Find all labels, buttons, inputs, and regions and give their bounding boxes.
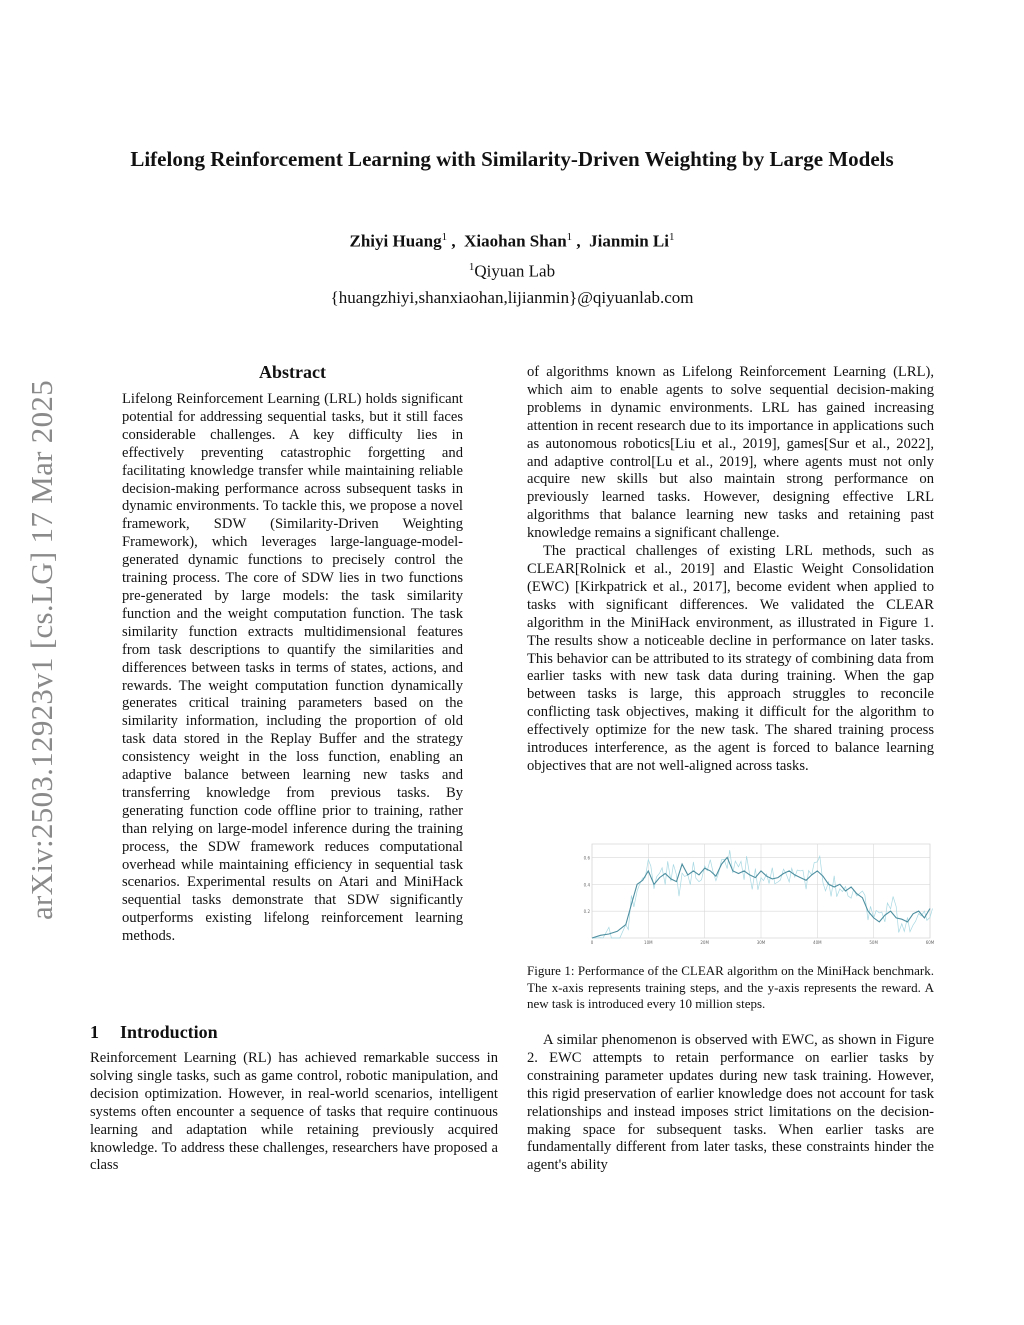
- section-heading-introduction: [90, 1022, 218, 1043]
- y-tick-label: 0.2: [583, 909, 590, 915]
- x-tick-label: 50M: [869, 940, 878, 945]
- introduction-paragraph-2: The practical challenges of existing LRL methods, such as CLEAR[Rolnick et al., 2019] and Elastic Weight Consolidation (EWC) [Kirkpatrick et al., 2017], become evident when applied to tasks with significant differences. We validated the CLEAR algorithm in the MiniHack environment, as illustrated in Figure 1. The results show a noticeable decline in performance on later tasks. This behavior can be attributed to its strategy of combining data from earlier tasks with new task data during training. When the gap between tasks is large, this approach struggles to reconcile conflicting task objectives, making it difficult for the algorithm to effectively optimize for the new task. The shared training process introduces interference, as the agent is forced to balance learning objectives that are not well-aligned across tasks.: [527, 543, 934, 774]
- author-name: Jianmin Li: [589, 231, 669, 251]
- introduction-paragraph-3: A similar phenomenon is observed with EWC, as shown in Figure 2. EWC attempts to retain performance on earlier tasks by constraining parameter updates during new task training. However, this rigid preservation of earlier knowledge does not account for task relationships and instead imposes strict limitations on the decision-making space for subsequent tasks. When earlier tasks are fundamentally different from later tasks, these constraints hinder the agent's ability: [527, 1032, 934, 1174]
- x-tick-label: 40M: [813, 940, 822, 945]
- author-list: Zhiyi Huang$^1$ , Xiaohan Shan$^1$ , Jianmin Li$^1$: [349, 231, 675, 251]
- section-title: Introduction: [120, 1022, 218, 1042]
- right-column-text: [527, 364, 934, 776]
- abstract-text: Lifelong Reinforcement Learning (LRL) holds significant potential for addressing sequential tasks, but it still faces considerable challenges. A key difficulty lies in effectively preventing catastrophic forgetting and facilitating knowledge transfer while maintaining reliable decision-making performance across subsequent tasks in dynamic environments. To tackle this, we propose a novel framework, SDW (Similarity-Driven Weighting Framework), which leverages large-language-model-generated dynamic functions to precisely control the training process. The core of SDW lies in two functions pre-generated by large models: the task similarity function and the weight computation function. The task similarity function extracts multidimensional features from task descriptions to quantify the similarities and differences between tasks in terms of states, actions, and rewards. The weight computation function dynamically generates critical training parameters based on the similarity information, including the proportion of old task data stored in the Replay Buffer and the strategy consistency weight in the loss function, enabling an adaptive balance between learning new tasks and transferring knowledge from previous tasks. By generating function code offline prior to training, rather than relying on large-model inference during the training process, the SDW framework reduces computational overhead while maintaining efficiency in sequential task scenarios. Experimental results on Atari and MiniHack sequential tasks demonstrate that SDW significantly outperforms existing lifelong reinforcement learning methods.: [122, 391, 463, 945]
- introduction-paragraph-1: [90, 1050, 498, 1175]
- author-affil-mark: 1: [441, 231, 448, 243]
- y-tick-label: 0.4: [583, 882, 590, 888]
- x-tick-label: 60M: [925, 940, 934, 945]
- affiliation-name: Qiyuan Lab: [474, 261, 556, 281]
- affiliation-mark: 1: [468, 261, 475, 273]
- author-name: Xiaohan Shan: [464, 231, 567, 251]
- figure-1-chart: [580, 840, 934, 948]
- affiliation: [90, 261, 934, 282]
- x-tick-label: 30M: [756, 940, 766, 945]
- figure-1-caption: Figure 1: Performance of the CLEAR algorithm on the MiniHack benchmark. The x-axis represents training steps, and the y-axis represents the reward. A new task is introduced every 10 million steps.: [527, 963, 934, 1011]
- series-raw-line: [592, 850, 933, 938]
- author-emails: {huangzhiyi,shanxiaohan,lijianmin}@qiyuanlab.com: [330, 288, 694, 307]
- y-tick-label: 0.6: [583, 855, 590, 861]
- x-tick-label: 20M: [700, 940, 709, 945]
- arxiv-identifier: arXiv:2503.12923v1 [cs.LG] 17 Mar 2025: [24, 379, 59, 921]
- abstract-heading: Abstract: [259, 362, 326, 382]
- author-name: Zhiyi Huang: [349, 231, 442, 251]
- introduction-paragraph-1-continued: of algorithms known as Lifelong Reinforcement Learning (LRL), which aim to enable agents to solve sequential decision-making problems in dynamic environments. LRL has gained increasing attention in recent research due to its importance in applications such as autonomous robotics[Liu et al., 2019], games[Sur et al., 2022], and adaptive control[Lu et al., 2019], where agents must not only acquire new skills but also maintain strong performance on previously learned tasks. However, designing effective LRL algorithms that balance learning new tasks and retaining past knowledge remains a significant challenge.: [527, 364, 934, 542]
- author-affil-mark: 1: [669, 231, 675, 243]
- section-number: 1: [90, 1022, 99, 1042]
- author-affil-mark: 1: [566, 231, 573, 243]
- x-tick-label: 0: [590, 940, 594, 945]
- paper-title: Lifelong Reinforcement Learning with Similarity-Driven Weighting by Large Models: [130, 147, 894, 171]
- x-tick-label: 10M: [644, 940, 653, 945]
- paragraph-text: Reinforcement Learning (RL) has achieved remarkable success in solving single tasks, such as game control, robotic manipulation, and decision optimization. However, in real-world scenarios, intelligent systems often encounter a sequence of tasks that require continuous learning and adaptation while retaining previously acquired knowledge. To address these challenges, researchers have proposed a class: [90, 1050, 498, 1174]
